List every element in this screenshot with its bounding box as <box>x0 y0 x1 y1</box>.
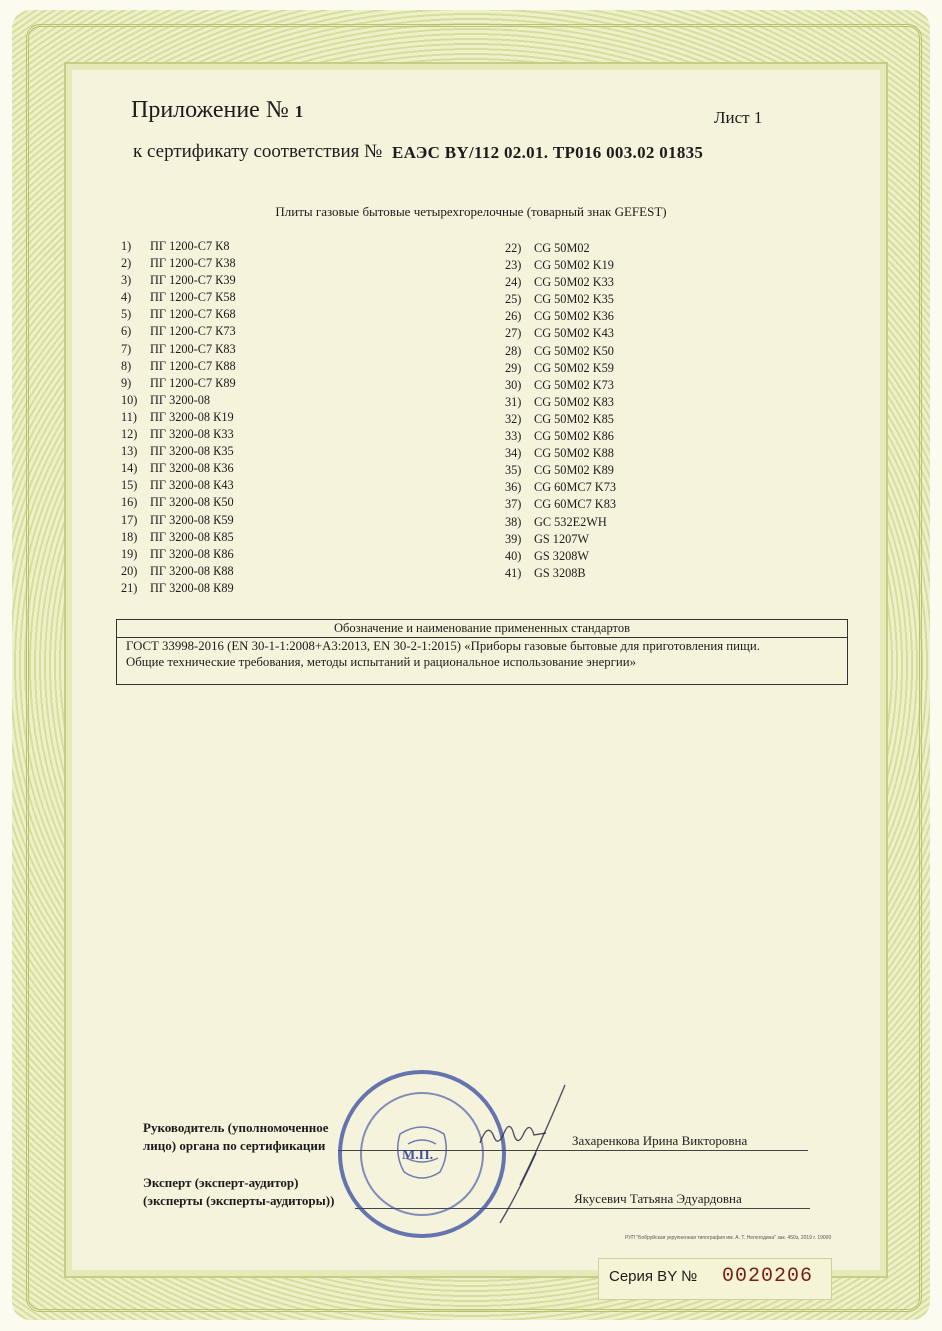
item-number: 30) <box>505 377 522 392</box>
model-list-right <box>505 240 616 582</box>
standards-line-1: ГОСТ 33998-2016 (EN 30-1-1:2008+A3:2013, EN 30-2-1:2015) «Приборы газовые бытовые для приготовления пищи. <box>126 639 760 653</box>
list-item <box>505 496 616 513</box>
standards-header: Обозначение и наименование примененных стандартов <box>117 620 847 638</box>
head-label-1: Руководитель (уполномоченное <box>143 1120 329 1135</box>
item-number: 9) <box>121 375 132 390</box>
model-name: ПГ 3200-08 К36 <box>150 461 234 476</box>
model-name: ПГ 1200-С7 К39 <box>150 273 236 288</box>
expert-name: Якусевич Татьяна Эдуардовна <box>574 1191 742 1206</box>
list-item <box>121 563 236 580</box>
item-number: 19) <box>121 546 138 561</box>
list-item <box>505 479 616 496</box>
item-number: 12) <box>121 427 138 442</box>
model-name: GS 1207W <box>534 531 589 546</box>
item-number: 25) <box>505 292 522 307</box>
item-number: 41) <box>505 565 522 580</box>
model-name: ПГ 3200-08 К50 <box>150 495 234 510</box>
list-item <box>505 291 616 308</box>
model-list-left <box>121 238 236 597</box>
model-name: ПГ 1200-С7 К38 <box>150 256 236 271</box>
model-name: CG 60MC7 K73 <box>534 480 616 495</box>
item-number: 40) <box>505 548 522 563</box>
model-name: ПГ 3200-08 К86 <box>150 546 234 561</box>
model-name: ПГ 3200-08 К33 <box>150 427 234 442</box>
model-name: ПГ 3200-08 К89 <box>150 580 234 595</box>
model-name: CG 50M02 K89 <box>534 463 614 478</box>
list-item <box>121 443 236 460</box>
list-item <box>121 460 236 477</box>
item-number: 34) <box>505 446 522 461</box>
list-item <box>505 548 616 565</box>
item-number: 35) <box>505 463 522 478</box>
certificate-prefix: к сертификату соответствия № <box>133 141 383 162</box>
model-name: ПГ 3200-08 К19 <box>150 409 234 424</box>
series-label: Серия BY № <box>609 1268 698 1285</box>
list-item <box>121 375 236 392</box>
appendix-title: Приложение № 1 <box>131 97 304 123</box>
model-name: CG 50M02 K83 <box>534 394 614 409</box>
list-item <box>505 411 616 428</box>
model-name: ПГ 1200-С7 К58 <box>150 290 236 305</box>
list-item <box>121 409 236 426</box>
model-name: GS 3208B <box>534 565 586 580</box>
list-item <box>505 531 616 548</box>
list-item <box>505 565 616 582</box>
item-number: 18) <box>121 529 138 544</box>
list-item <box>505 308 616 325</box>
standards-table <box>116 619 848 685</box>
model-name: CG 50M02 <box>534 241 590 255</box>
item-number: 22) <box>505 241 522 255</box>
model-name: ПГ 1200-С7 К73 <box>150 324 236 339</box>
model-name: CG 50M02 K85 <box>534 411 614 426</box>
model-name: GS 3208W <box>534 548 589 563</box>
item-number: 20) <box>121 563 138 578</box>
list-item <box>505 428 616 445</box>
item-number: 24) <box>505 275 522 290</box>
model-name: CG 50M02 K73 <box>534 377 614 392</box>
list-item <box>121 580 236 597</box>
list-item <box>121 289 236 306</box>
item-number: 3) <box>121 273 132 288</box>
model-name: CG 50M02 K50 <box>534 343 614 358</box>
item-number: 26) <box>505 309 522 324</box>
item-number: 13) <box>121 444 138 459</box>
list-item <box>505 325 616 342</box>
handwritten-signature <box>470 1075 580 1225</box>
model-name: CG 50M02 K88 <box>534 446 614 461</box>
model-name: ПГ 3200-08 <box>150 392 211 407</box>
certificate-number: ЕАЭС BY/112 02.01. ТР016 003.02 01835 <box>392 143 704 162</box>
item-number: 39) <box>505 531 522 546</box>
list-item <box>505 343 616 360</box>
list-item <box>505 462 616 479</box>
model-name: ПГ 3200-08 К88 <box>150 563 234 578</box>
list-item <box>505 377 616 394</box>
model-name: GC 532E2WH <box>534 514 607 529</box>
standards-line-2: Общие технические требования, методы испытаний и рациональное использование энергии» <box>126 654 637 669</box>
head-label-2: лицо) органа по сертификации <box>143 1138 326 1153</box>
print-note: РУП "Бобруйская укрупненная типография им. А. Т. Непогодина" зак. 450з, 2019 г. 19000 <box>625 1235 832 1241</box>
model-name: ПГ 1200-С7 К89 <box>150 375 236 390</box>
item-number: 15) <box>121 478 138 493</box>
list-item <box>121 238 236 255</box>
model-name: ПГ 3200-08 К35 <box>150 444 234 459</box>
model-name: ПГ 3200-08 К43 <box>150 478 234 493</box>
item-number: 1) <box>121 239 132 253</box>
model-name: CG 50M02 K43 <box>534 326 614 341</box>
stamp-mark: М.П. <box>402 1148 434 1163</box>
item-number: 31) <box>505 394 522 409</box>
list-item <box>121 392 236 409</box>
model-name: ПГ 3200-08 К85 <box>150 529 234 544</box>
model-name: CG 50M02 K59 <box>534 360 614 375</box>
list-item <box>121 323 236 340</box>
list-item <box>505 257 616 274</box>
expert-label-2: (эксперты (эксперты-аудиторы)) <box>143 1193 335 1208</box>
item-number: 33) <box>505 429 522 444</box>
item-number: 38) <box>505 514 522 529</box>
list-item <box>121 358 236 375</box>
item-number: 32) <box>505 411 522 426</box>
item-number: 17) <box>121 512 138 527</box>
item-number: 37) <box>505 497 522 512</box>
list-item <box>121 306 236 323</box>
list-item <box>121 426 236 443</box>
list-item <box>121 529 236 546</box>
item-number: 8) <box>121 358 132 373</box>
item-number: 27) <box>505 326 522 341</box>
item-number: 16) <box>121 495 138 510</box>
item-number: 23) <box>505 258 522 273</box>
list-item <box>505 274 616 291</box>
model-name: ПГ 1200-С7 К88 <box>150 358 236 373</box>
item-number: 7) <box>121 341 132 356</box>
model-name: CG 50M02 K35 <box>534 292 614 307</box>
list-item <box>121 546 236 563</box>
item-number: 10) <box>121 392 138 407</box>
appendix-number: 1 <box>294 102 304 121</box>
list-item <box>505 394 616 411</box>
expert-label-1: Эксперт (эксперт-аудитор) <box>143 1175 299 1190</box>
item-number: 28) <box>505 343 522 358</box>
model-name: ПГ 3200-08 К59 <box>150 512 234 527</box>
item-number: 29) <box>505 360 522 375</box>
model-name: CG 50M02 K36 <box>534 309 614 324</box>
product-title: Плиты газовые бытовые четырехгорелочные (товарный знак GEFEST) <box>275 204 667 219</box>
model-name: ПГ 1200-С7 К8 <box>150 239 230 253</box>
head-name: Захаренкова Ирина Викторовна <box>572 1133 748 1148</box>
list-item <box>121 255 236 272</box>
item-number: 5) <box>121 307 132 322</box>
list-item <box>505 360 616 377</box>
item-number: 4) <box>121 290 132 305</box>
list-item <box>121 341 236 358</box>
list-item <box>121 494 236 511</box>
series-number: 0020206 <box>722 1265 814 1288</box>
model-name: CG 50M02 K33 <box>534 275 614 290</box>
sheet-number: Лист 1 <box>714 108 763 127</box>
model-name: CG 50M02 K19 <box>534 258 614 273</box>
list-item <box>505 240 616 257</box>
list-item <box>505 445 616 462</box>
list-item <box>121 272 236 289</box>
model-name: CG 50M02 K86 <box>534 429 614 444</box>
list-item <box>121 477 236 494</box>
item-number: 36) <box>505 480 522 495</box>
model-name: ПГ 1200-С7 К83 <box>150 341 236 356</box>
model-name: CG 60MC7 K83 <box>534 497 616 512</box>
model-name: ПГ 1200-С7 К68 <box>150 307 236 322</box>
item-number: 14) <box>121 461 138 476</box>
item-number: 6) <box>121 324 132 339</box>
list-item <box>121 512 236 529</box>
list-item <box>505 514 616 531</box>
item-number: 11) <box>121 409 137 424</box>
item-number: 21) <box>121 580 138 595</box>
item-number: 2) <box>121 256 132 271</box>
